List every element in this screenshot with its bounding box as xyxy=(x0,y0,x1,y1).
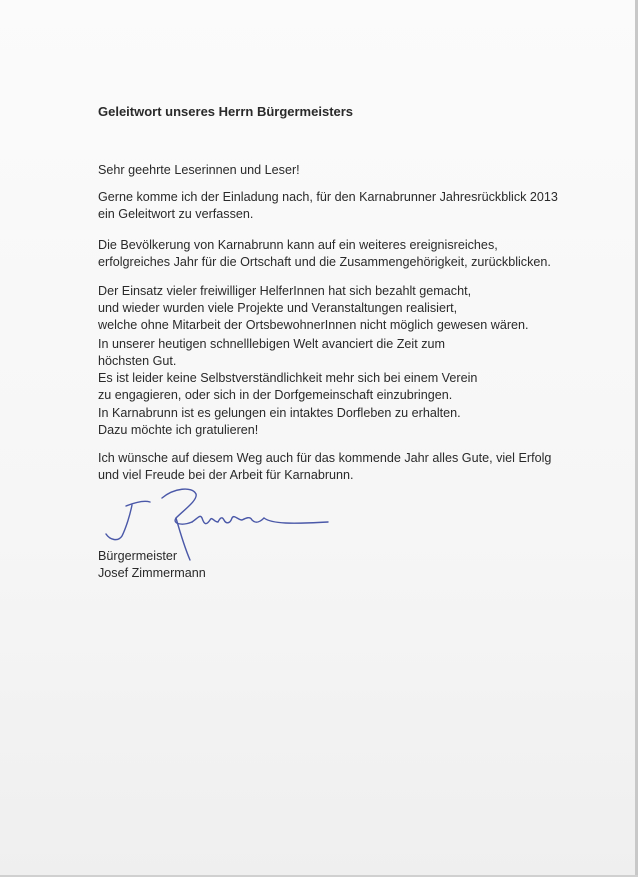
paragraph-line: welche ohne Mitarbeit der OrtsbewohnerInnen nicht möglich gewesen wären. xyxy=(98,318,529,332)
paragraph-population xyxy=(98,237,551,271)
paragraph-line: Der Einsatz vieler freiwilliger HelferInnen hat sich bezahlt gemacht, xyxy=(98,284,472,298)
salutation-line: Sehr geehrte Leserinnen und Leser! xyxy=(98,163,300,177)
paragraph-invitation xyxy=(98,189,558,223)
paragraph-village-life xyxy=(98,405,461,439)
paragraph-line: Gerne komme ich der Einladung nach, für den Karnabrunner Jahresrückblick 2013 xyxy=(98,190,558,204)
paragraph-volunteers xyxy=(98,283,529,334)
paragraph-line: höchsten Gut. xyxy=(98,354,177,368)
paragraph-line: In Karnabrunn ist es gelungen ein intaktes Dorfleben zu erhalten. xyxy=(98,406,461,420)
signature-block xyxy=(98,548,206,582)
paragraph-line: und wieder wurden viele Projekte und Veranstaltungen realisiert, xyxy=(98,301,458,315)
paragraph-line: zu engagieren, oder sich in der Dorfgemeinschaft einzubringen. xyxy=(98,388,453,402)
signer-role: Bürgermeister xyxy=(98,549,178,563)
paragraph-line: Es ist leider keine Selbstverständlichkeit mehr sich bei einem Verein xyxy=(98,371,478,385)
paragraph-line: In unserer heutigen schnelllebigen Welt avanciert die Zeit zum xyxy=(98,337,445,351)
signer-name: Josef Zimmermann xyxy=(98,566,206,580)
paragraph-line: Die Bevölkerung von Karnabrunn kann auf ein weiteres ereignisreiches, xyxy=(98,238,498,252)
salutation xyxy=(98,162,300,179)
paragraph-line: erfolgreiches Jahr für die Ortschaft und die Zusammengehörigkeit, zurückblicken. xyxy=(98,255,551,269)
paragraph-line: und viel Freude bei der Arbeit für Karnabrunn. xyxy=(98,468,354,482)
paragraph-wishes xyxy=(98,450,551,484)
paragraph-line: Dazu möchte ich gratulieren! xyxy=(98,423,259,437)
paragraph-line: Ich wünsche auf diesem Weg auch für das kommende Jahr alles Gute, viel Erfolg xyxy=(98,451,552,465)
letter-title: Geleitwort unseres Herrn Bürgermeisters xyxy=(98,104,354,119)
paragraph-line: ein Geleitwort zu verfassen. xyxy=(98,207,254,221)
paragraph-time xyxy=(98,336,477,404)
